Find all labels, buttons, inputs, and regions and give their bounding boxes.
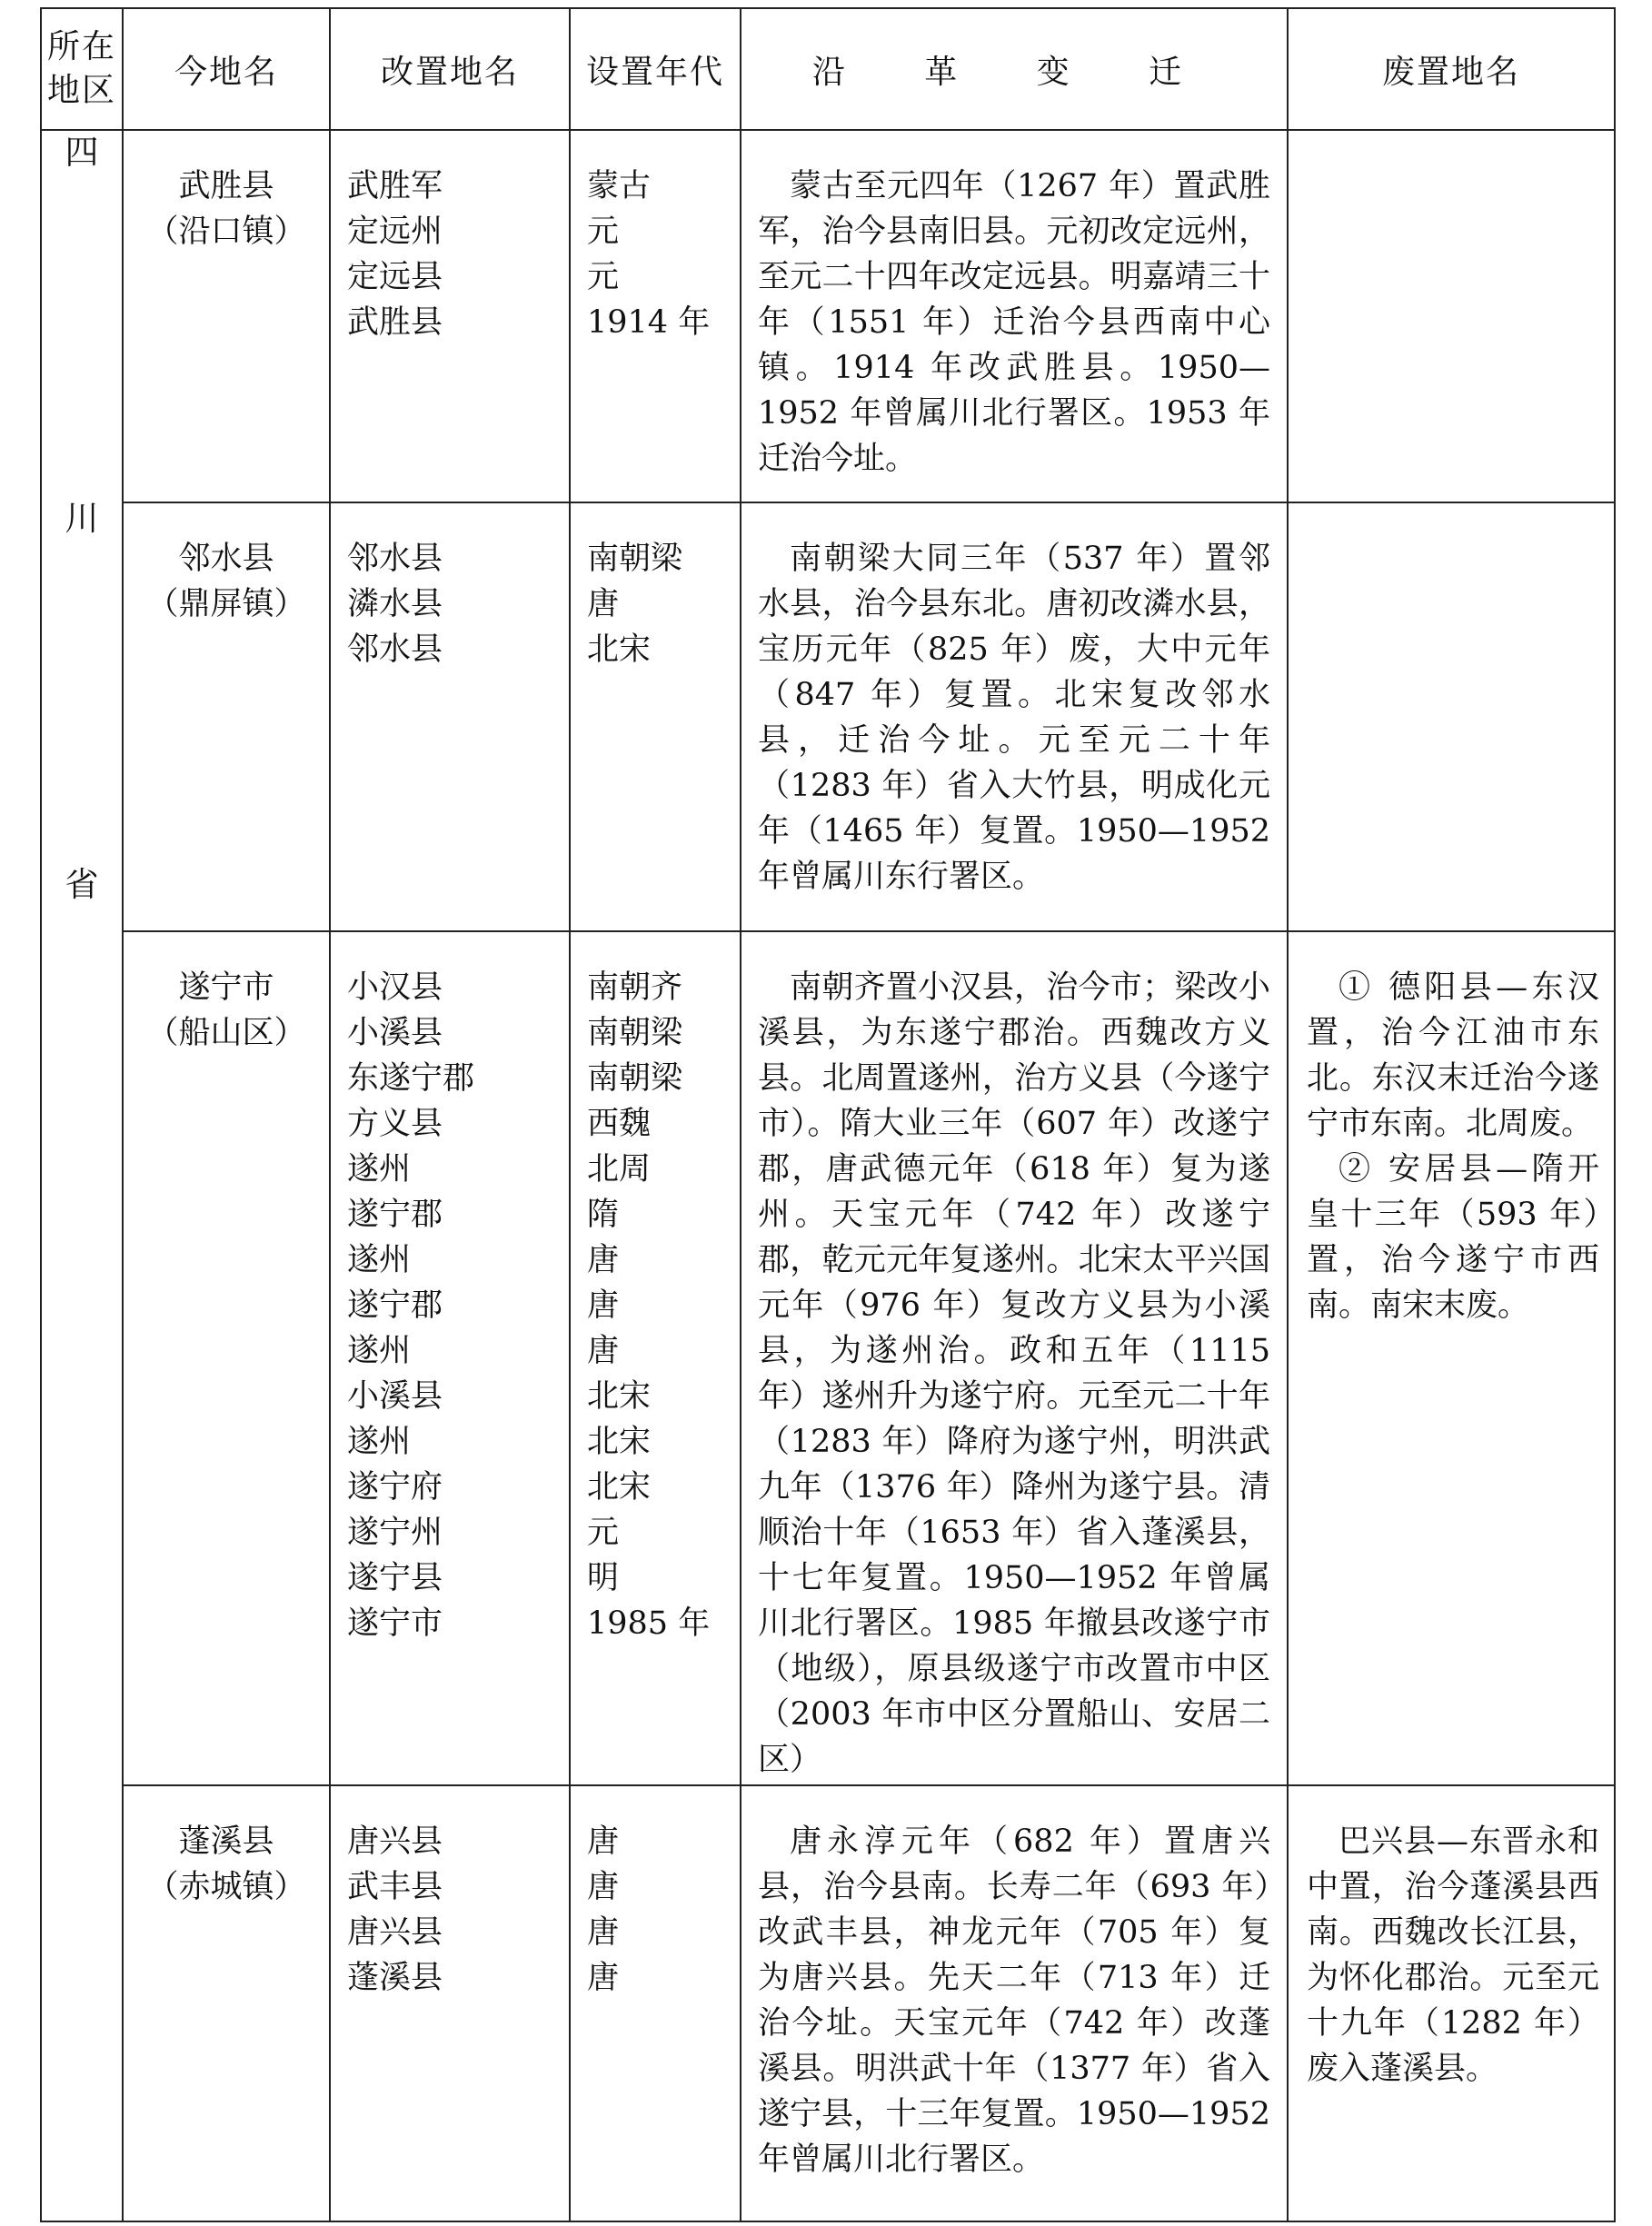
history-text: 蒙古至元四年（1267 年）置武胜军，治今县南旧县。元初改定远州，至元二十四年改定远县。明嘉靖三十年（1551 年）迁治今县西南中心镇。1914 年改武胜县。1950—1952 年曾属川北行署区。1953 年迁治今址。	[758, 168, 1270, 477]
era: 南朝齐	[587, 969, 683, 1006]
changed-name: 唐兴县	[347, 1824, 443, 1860]
current-name-cell	[123, 502, 330, 931]
changed-name: 唐兴县	[347, 1914, 443, 1951]
era-cell	[570, 502, 741, 931]
place-seat: （沿口镇）	[146, 214, 306, 250]
history-text: 南朝齐置小汉县，治今市；梁改小溪县，为东遂宁郡治。西魏改方义县。北周置遂州，治方义县（今遂宁市）。隋大业三年（607 年）改遂宁郡，唐武德元年（618 年）复为遂州。天宝元年（742 年）改遂宁郡，乾元元年复遂州。北宋太平兴国元年（976 年）复改方义县为小溪县，为遂州治。政和五年（1115 年）遂州升为遂宁府。元至元二十年（1283 年）降府为遂宁州，明洪武九年（1376 年）降州为遂宁县。清顺治十年（1653 年）省入蓬溪县，十七年复置。1950—1952 年曾属川北行署区。1985 年撤县改遂宁市（地级），原县级遂宁市改置市中区（2003 年市中区分置船山、安居二区）	[758, 969, 1270, 1778]
changed-name: 东遂宁郡	[347, 1060, 475, 1097]
changed-name: 遂宁县	[347, 1560, 443, 1596]
header-region-line1: 所在	[46, 28, 116, 65]
changed-name: 武丰县	[347, 1869, 443, 1905]
era: 唐	[587, 1960, 620, 1996]
changed-name: 武胜县	[347, 304, 443, 341]
era: 唐	[587, 586, 620, 622]
era: 唐	[587, 1914, 620, 1951]
header-region-line2: 地区	[46, 72, 116, 109]
history-cell	[741, 931, 1288, 1785]
changed-name: 小汉县	[347, 969, 443, 1006]
place-name: 邻水县	[178, 541, 274, 577]
era: 明	[587, 1560, 620, 1596]
table-row	[41, 130, 1615, 502]
region-cell	[41, 130, 123, 2221]
header-current-name: 今地名	[123, 8, 330, 130]
changed-names-cell	[330, 1785, 570, 2221]
era: 1914 年	[587, 304, 711, 341]
current-name-cell	[123, 931, 330, 1785]
abolished-cell	[1288, 130, 1615, 502]
era: 元	[587, 1515, 620, 1551]
era: 元	[587, 259, 620, 295]
table-row	[41, 1785, 1615, 2221]
era: 元	[587, 214, 620, 250]
era: 北周	[587, 1151, 652, 1188]
changed-name: 小溪县	[347, 1015, 443, 1051]
abolished-entry: 巴兴县—东晋永和中置，治今蓬溪县西南。西魏改长江县，为怀化郡治。元至元十九年（1282 年）废入蓬溪县。	[1307, 1824, 1599, 2087]
changed-name: 方义县	[347, 1106, 443, 1142]
era: 唐	[587, 1333, 620, 1369]
changed-name: 邻水县	[347, 631, 443, 668]
era-cell	[570, 130, 741, 502]
changed-name: 定远县	[347, 259, 443, 295]
region-char: 省	[65, 865, 99, 904]
history-text: 唐永淳元年（682 年）置唐兴县，治今县南。长寿二年（693 年）改武丰县，神龙元年（705 年）复为唐兴县。先天二年（713 年）迁治今址。天宝元年（742 年）改蓬溪县。明洪武十年（1377 年）省入遂宁县，十三年复置。1950—1952 年曾属川北行署区。	[758, 1824, 1270, 2178]
place-name: 武胜县	[178, 168, 274, 204]
era: 北宋	[587, 1378, 652, 1415]
region-char: 四	[65, 133, 99, 172]
history-text: 南朝梁大同三年（537 年）置邻水县，治今县东北。唐初改潾水县，宝历元年（825 年）废，大中元年（847 年）复置。北宋复改邻水县，迁治今址。元至元二十年（1283 年）省入大竹县，明成化元年（1465 年）复置。1950—1952 年曾属川东行署区。	[758, 541, 1270, 895]
place-seat: （船山区）	[146, 1015, 306, 1051]
current-name-cell	[123, 130, 330, 502]
era: 南朝梁	[587, 1015, 683, 1051]
place-name: 蓬溪县	[178, 1824, 274, 1860]
abolished-entry: ① 德阳县—东汉置，治今江油市东北。东汉末迁治今遂宁市东南。北周废。	[1307, 969, 1599, 1142]
changed-name: 遂州	[347, 1424, 412, 1460]
changed-name: 遂宁市	[347, 1605, 443, 1642]
header-history: 沿 革 变 迁	[741, 8, 1288, 130]
region-char: 川	[65, 499, 99, 538]
era: 隋	[587, 1197, 620, 1233]
header-row	[41, 8, 1615, 130]
header-era: 设置年代	[570, 8, 741, 130]
era: 南朝梁	[587, 541, 683, 577]
changed-name: 遂宁州	[347, 1515, 443, 1551]
era: 北宋	[587, 1469, 652, 1506]
place-name-table	[40, 7, 1616, 2222]
abolished-entry: ② 安居县—隋开皇十三年（593 年）置，治今遂宁市西南。南宋末废。	[1307, 1151, 1599, 1324]
era: 唐	[587, 1242, 620, 1278]
era: 唐	[587, 1287, 620, 1324]
changed-names-cell	[330, 502, 570, 931]
history-cell	[741, 130, 1288, 502]
history-cell	[741, 1785, 1288, 2221]
header-changed-name: 改置地名	[330, 8, 570, 130]
table-row	[41, 931, 1615, 1785]
place-seat: （赤城镇）	[146, 1869, 306, 1905]
era-cell	[570, 931, 741, 1785]
header-abolished: 废置地名	[1288, 8, 1615, 130]
era: 蒙古	[587, 168, 652, 204]
changed-names-cell	[330, 130, 570, 502]
changed-name: 小溪县	[347, 1378, 443, 1415]
era: 北宋	[587, 631, 652, 668]
changed-names-cell	[330, 931, 570, 1785]
changed-name: 遂宁郡	[347, 1287, 443, 1324]
changed-name: 武胜军	[347, 168, 443, 204]
era: 唐	[587, 1824, 620, 1860]
table-row	[41, 502, 1615, 931]
era-cell	[570, 1785, 741, 2221]
abolished-cell	[1288, 1785, 1615, 2221]
changed-name: 潾水县	[347, 586, 443, 622]
place-name: 遂宁市	[178, 969, 274, 1006]
era: 北宋	[587, 1424, 652, 1460]
changed-name: 遂州	[347, 1151, 412, 1188]
era: 1985 年	[587, 1605, 711, 1642]
changed-name: 遂州	[347, 1333, 412, 1369]
place-seat: （鼎屏镇）	[146, 586, 306, 622]
header-region	[41, 8, 123, 130]
changed-name: 邻水县	[347, 541, 443, 577]
era: 南朝梁	[587, 1060, 683, 1097]
era: 西魏	[587, 1106, 652, 1142]
changed-name: 遂州	[347, 1242, 412, 1278]
current-name-cell	[123, 1785, 330, 2221]
changed-name: 遂宁郡	[347, 1197, 443, 1233]
changed-name: 定远州	[347, 214, 443, 250]
era: 唐	[587, 1869, 620, 1905]
abolished-cell	[1288, 931, 1615, 1785]
changed-name: 遂宁府	[347, 1469, 443, 1506]
history-cell	[741, 502, 1288, 931]
abolished-cell	[1288, 502, 1615, 931]
changed-name: 蓬溪县	[347, 1960, 443, 1996]
